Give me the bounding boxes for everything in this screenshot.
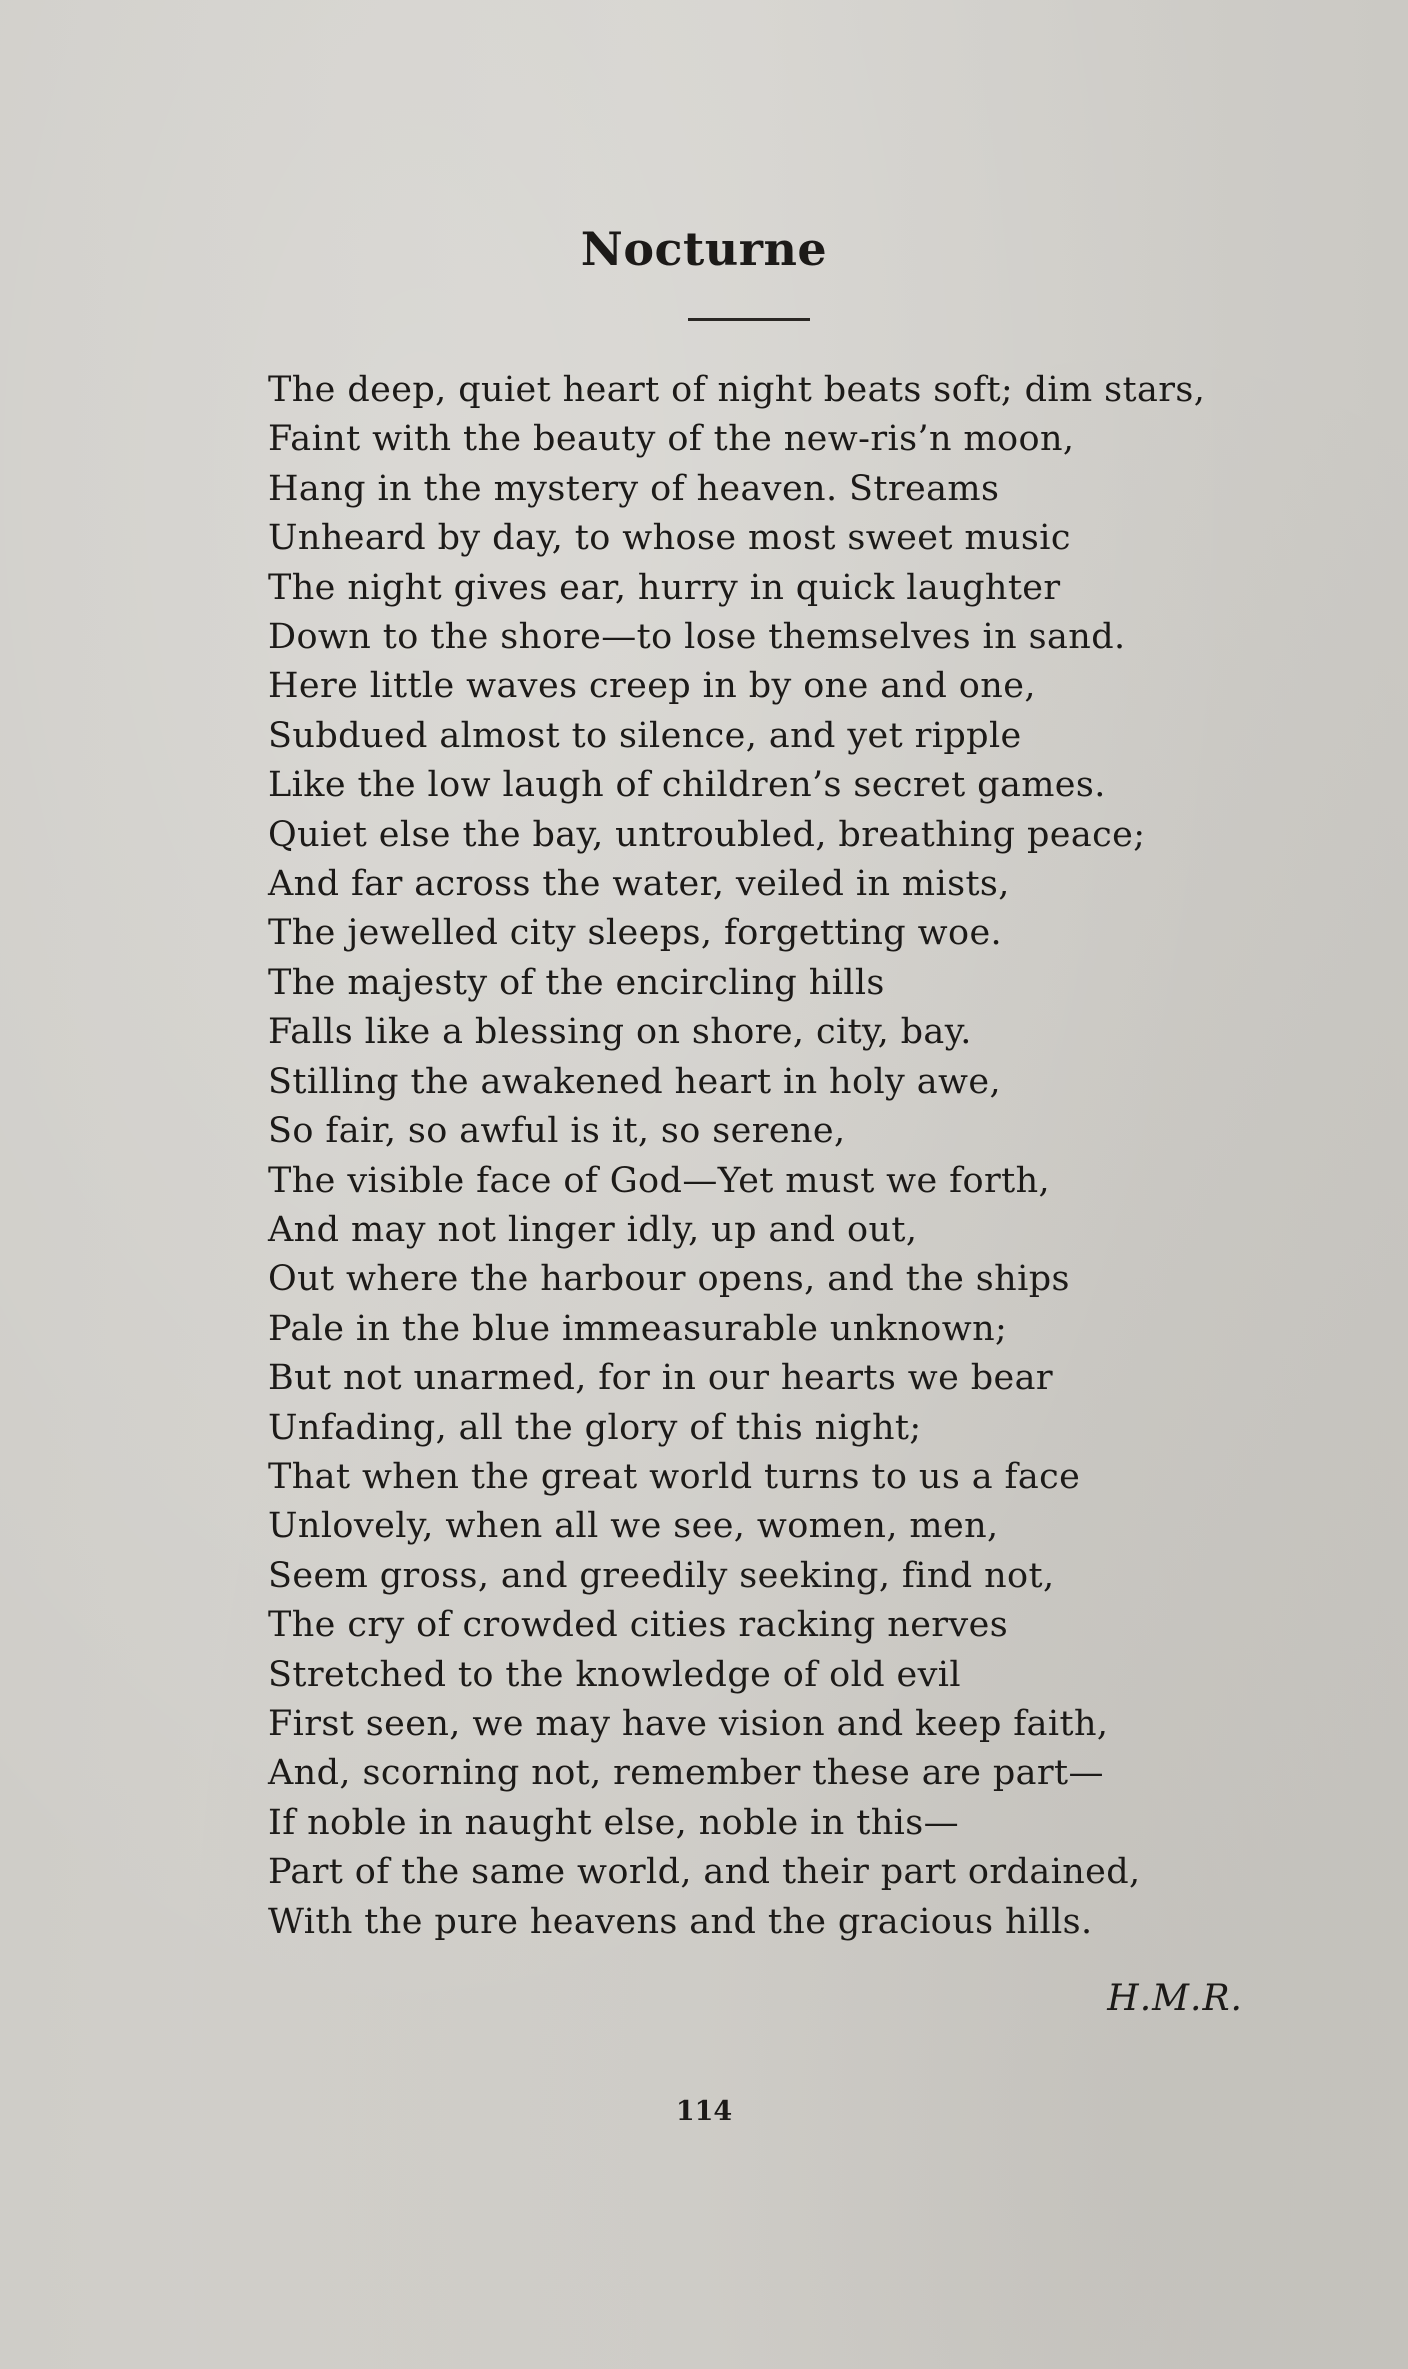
author-initials: H.M.R. — [1107, 1978, 1243, 2019]
poem-line: The visible face of God—Yet must we forth, — [268, 1160, 1051, 1201]
poem-line: The cry of crowded cities racking nerves — [268, 1605, 1009, 1646]
poem-line: Here little waves creep in by one and one, — [268, 666, 1036, 707]
poem-line: That when the great world turns to us a face — [268, 1456, 1081, 1497]
poem-line: Quiet else the bay, untroubled, breathing peace; — [268, 814, 1146, 855]
page-number: 114 — [675, 2096, 733, 2127]
poem-line: Unlovely, when all we see, women, men, — [268, 1506, 999, 1547]
poem-line: Hang in the mystery of heaven. Streams — [268, 468, 1000, 509]
poem-line: And, scorning not, remember these are part— — [268, 1753, 1104, 1794]
poem-line: Out where the harbour opens, and the ships — [268, 1259, 1070, 1300]
title-underline-rule — [688, 318, 810, 321]
poem-line: Faint with the beauty of the new-ris’n moon, — [268, 419, 1075, 460]
poem-line: Unheard by day, to whose most sweet music — [268, 518, 1071, 559]
poem-line: Stretched to the knowledge of old evil — [268, 1654, 962, 1695]
poem-line: Subdued almost to silence, and yet ripple — [268, 715, 1022, 756]
poem-line: Down to the shore—to lose themselves in sand. — [268, 617, 1126, 658]
poem-line: If noble in naught else, noble in this— — [268, 1802, 960, 1843]
poem-line: Stilling the awakened heart in holy awe, — [268, 1061, 1002, 1102]
poem-line: So fair, so awful is it, so serene, — [268, 1111, 846, 1152]
poem-title: Nocturne — [580, 222, 828, 276]
poem-line: Like the low laugh of children’s secret games. — [268, 765, 1106, 806]
poem-line: Unfading, all the glory of this night; — [268, 1407, 922, 1448]
poem-line: With the pure heavens and the gracious hills. — [268, 1901, 1093, 1942]
poem-line: And may not linger idly, up and out, — [268, 1209, 918, 1250]
poem-line: Pale in the blue immeasurable unknown; — [268, 1308, 1008, 1349]
poem-line: Seem gross, and greedily seeking, find not, — [268, 1555, 1055, 1596]
poem-line: First seen, we may have vision and keep faith, — [268, 1703, 1109, 1744]
poem-line: But not unarmed, for in our hearts we bear — [268, 1358, 1054, 1399]
poem-line: Falls like a blessing on shore, city, bay. — [268, 1012, 972, 1053]
poem-line: The night gives ear, hurry in quick laughter — [268, 567, 1061, 608]
poem-line: Part of the same world, and their part ordained, — [268, 1852, 1141, 1893]
poem-line: And far across the water, veiled in mists, — [268, 864, 1010, 905]
poem-line: The jewelled city sleeps, forgetting woe. — [268, 913, 1003, 954]
poem-body — [268, 366, 1248, 1947]
poem-line: The deep, quiet heart of night beats soft; dim stars, — [268, 370, 1206, 410]
poem-line: The majesty of the encircling hills — [268, 962, 885, 1003]
